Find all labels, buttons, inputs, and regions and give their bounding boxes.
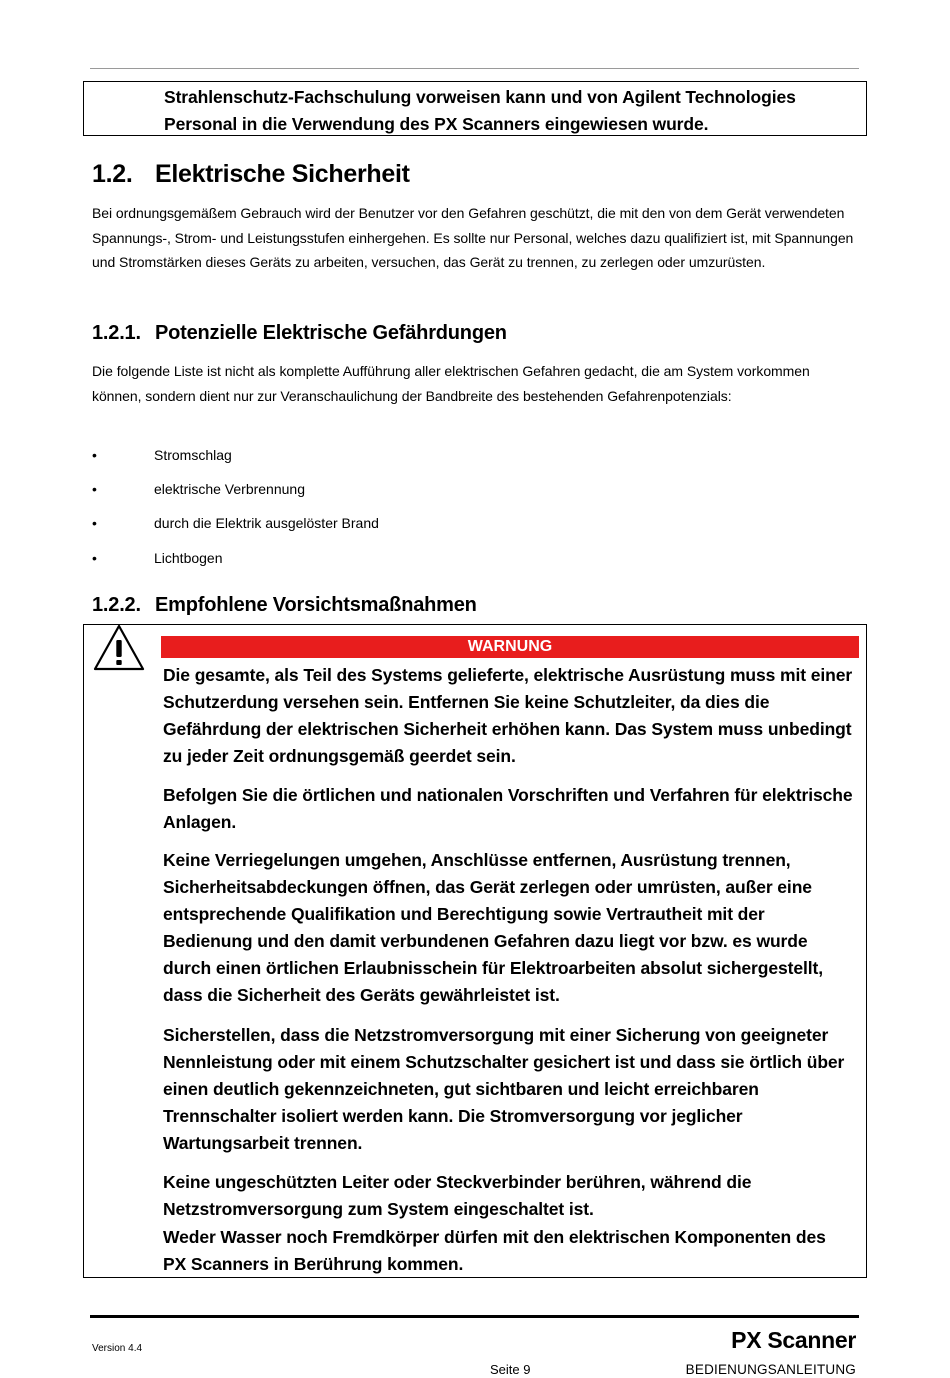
bullet-icon: • — [92, 447, 97, 463]
list-item-text: Stromschlag — [154, 447, 232, 463]
warning-paragraph: Keine Verriegelungen umgehen, Anschlüsse entfernen, Ausrüstung trennen, Sicherheitsabdeckungen öffnen, das Gerät zerlegen oder umrüsten, außer eine entsprechende Qualifikation und Berechtigung sowie Vertrautheit mit der Bedienung und den damit verbundenen Gefahren dazu liegt vor bzw. es wurde durch einen örtlichen Erlaubnisschein für Elektroarbeiten absolut sichergestellt, dass die Sicherheit des Geräts gewährleistet ist. — [163, 850, 823, 1005]
footer-product-name: PX Scanner — [731, 1327, 856, 1353]
footer-document-type: BEDIENUNGSANLEITUNG — [685, 1362, 856, 1377]
continued-note-box — [83, 81, 867, 136]
header-rule — [90, 68, 859, 69]
bullet-icon: • — [92, 550, 97, 566]
section-number: 1.2. — [92, 160, 133, 188]
section-heading-1-2-2 — [92, 592, 477, 618]
section-1-2-1-body: Die folgende Liste ist nicht als komplette Aufführung aller elektrischen Gefahren gedacht, die am System vorkommen können, sondern dient nur zur Veranschaulichung der Bandbreite des bestehenden Gefahrenpotenzials: — [92, 363, 810, 404]
warning-paragraph: Befolgen Sie die örtlichen und nationalen Vorschriften und Verfahren für elektrische Anlagen. — [163, 785, 853, 832]
continued-note-line-1: Strahlenschutz-Fachschulung vorweisen kann und von Agilent Technologies — [164, 87, 796, 107]
warning-paragraph: Sicherstellen, dass die Netzstromversorgung mit einer Sicherung von geeigneter Nennleistung oder mit einem Schutzschalter gesichert ist und dass sie örtlich über einen deutlich gekennzeichneten, gut sichtbaren und leicht erreichbaren Trennschalter isoliert werden kann. Die Stromversorgung vor jeglicher Wartungsarbeit trennen. — [163, 1025, 845, 1153]
footer-rule — [90, 1315, 859, 1318]
section-heading-1-2 — [92, 159, 410, 189]
list-item-text: durch die Elektrik ausgelöster Brand — [154, 515, 379, 531]
warning-paragraph: Die gesamte, als Teil des Systems gelieferte, elektrische Ausrüstung muss mit einer Schutzerdung versehen sein. Entfernen Sie keine Schutzleiter, da dies die Gefährdung der elektrischen Sicherheit erhöhen kann. Das System muss unbedingt zu jeder Zeit ordnungsgemäß geerdet sein. — [163, 665, 853, 766]
list-item-text: elektrische Verbrennung — [154, 481, 305, 497]
section-number: 1.2.2. — [92, 594, 141, 616]
list-item-text: Lichtbogen — [154, 550, 223, 566]
warning-triangle-icon — [93, 624, 145, 672]
section-heading-1-2-1 — [92, 320, 507, 346]
warning-label: WARNUNG — [161, 636, 859, 658]
warning-paragraph: Keine ungeschützten Leiter oder Steckverbinder berühren, während die Netzstromversorgung zum System eingeschaltet ist. — [163, 1172, 752, 1219]
section-title: Potenzielle Elektrische Gefährdungen — [155, 322, 507, 344]
bullet-icon: • — [92, 481, 97, 497]
footer-page-number: Seite 9 — [490, 1362, 531, 1377]
continued-note-line-2: Personal in die Verwendung des PX Scanners eingewiesen wurde. — [164, 114, 709, 134]
bullet-icon: • — [92, 515, 97, 531]
section-title: Empfohlene Vorsichtsmaßnahmen — [155, 594, 477, 616]
footer-version: Version 4.4 — [92, 1343, 143, 1354]
section-1-2-body: Bei ordnungsgemäßem Gebrauch wird der Benutzer vor den Gefahren geschützt, die mit den von dem Gerät verwendeten Spannungs-, Strom- und Leistungsstufen einhergehen. Es sollte nur Personal, welches dazu qualifiziert ist, mit Spannungen und Stromstärken dieses Geräts zu arbeiten, versuchen, das Gerät zu trennen, zu zerlegen oder umzurüsten. — [92, 205, 854, 270]
section-number: 1.2.1. — [92, 322, 141, 344]
warning-paragraph: Weder Wasser noch Fremdkörper dürfen mit den elektrischen Komponenten des PX Scanners in Berührung kommen. — [163, 1227, 826, 1274]
section-title: Elektrische Sicherheit — [155, 160, 410, 188]
